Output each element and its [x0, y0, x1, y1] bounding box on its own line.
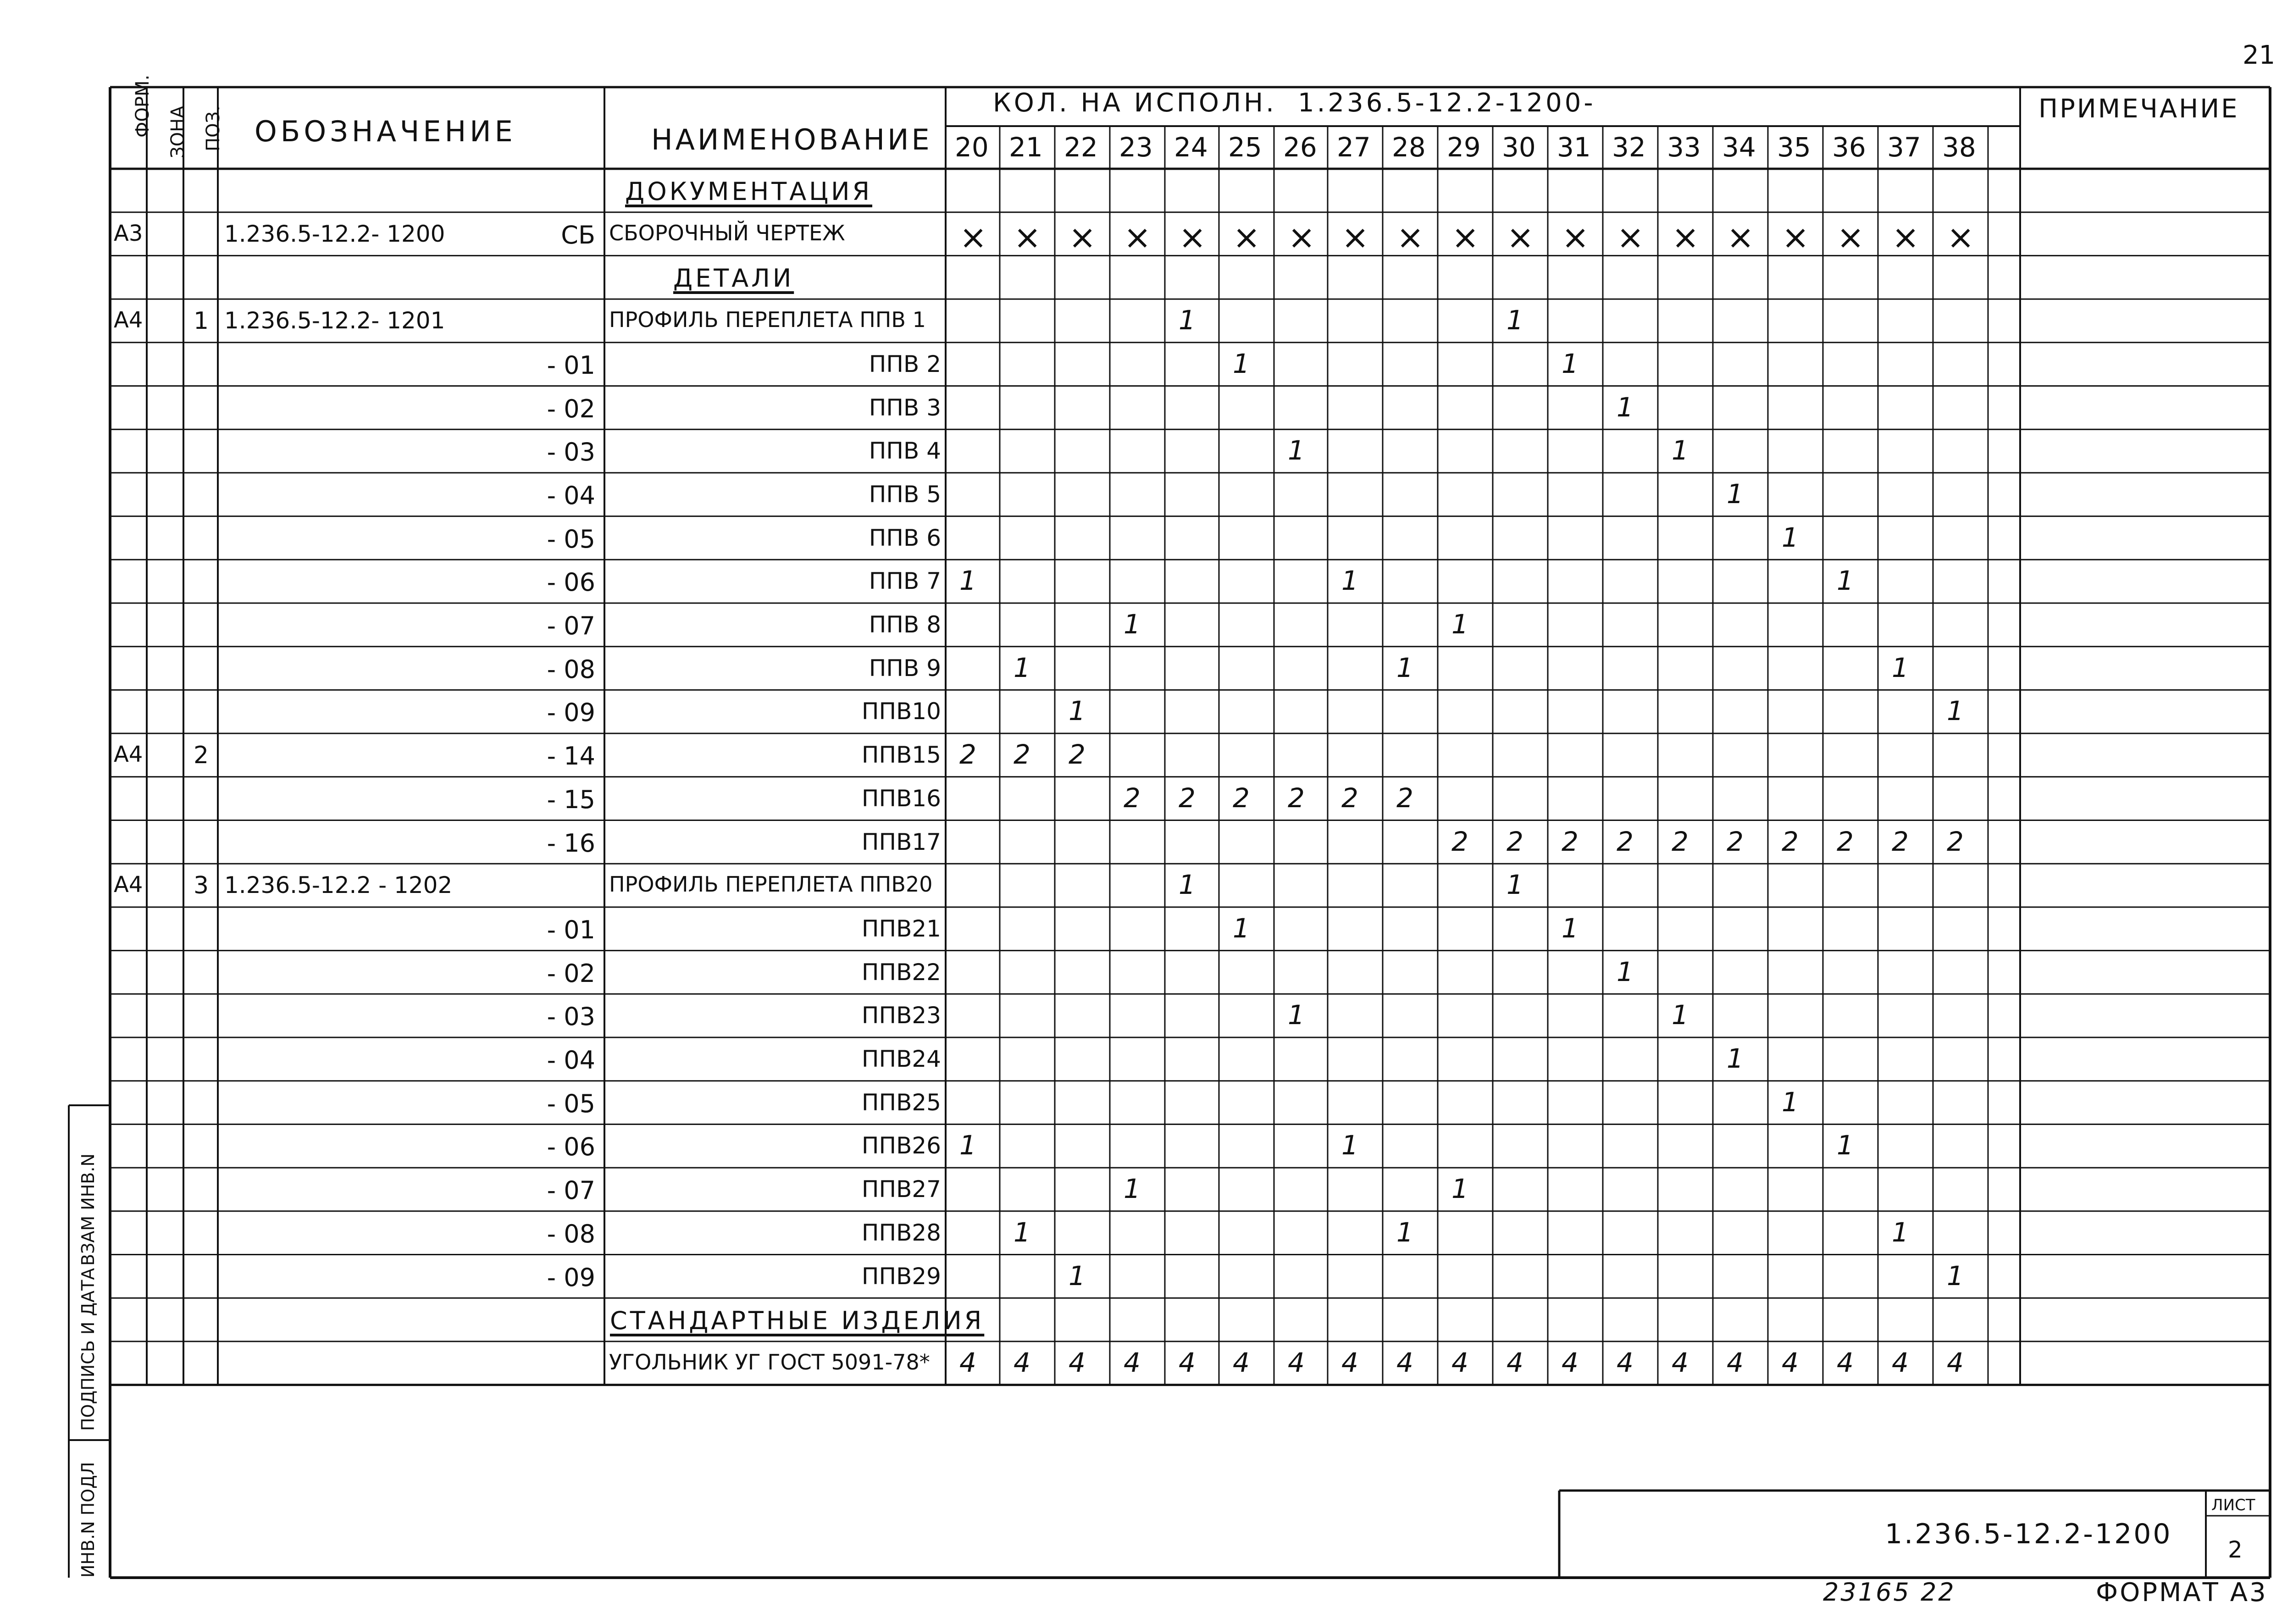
- qty-value: 4: [1507, 1347, 1523, 1378]
- qty-cross-mark: ×: [1179, 217, 1207, 256]
- column-number: 30: [1502, 132, 1536, 163]
- qty-value: 2: [1451, 826, 1468, 857]
- qty-value: 1: [1288, 435, 1305, 466]
- cell-pos: 1: [194, 307, 209, 335]
- cell-form: А4: [114, 872, 143, 898]
- cell-form: А4: [114, 307, 143, 333]
- qty-value: 4: [1617, 1347, 1634, 1378]
- cell-pos: 3: [194, 872, 209, 900]
- qty-value: 4: [1947, 1347, 1964, 1378]
- qty-value: 1: [1179, 305, 1196, 336]
- column-number: 28: [1392, 132, 1426, 163]
- qty-cross-mark: ×: [1396, 217, 1424, 256]
- qty-cross-mark: ×: [1892, 217, 1920, 256]
- qty-cross-mark: ×: [1562, 217, 1590, 256]
- column-number: 34: [1722, 132, 1756, 163]
- qty-cross-mark: ×: [959, 217, 987, 256]
- qty-value: 1: [1014, 1216, 1030, 1248]
- header-zone: ЗОНА: [167, 105, 188, 158]
- qty-value: 1: [959, 1130, 976, 1161]
- cell-designation: 1.236.5-12.2- 1201: [224, 307, 445, 334]
- cell-name: ППВ26: [861, 1132, 941, 1159]
- column-number: 21: [1009, 132, 1043, 163]
- cell-designation-suffix: - 08: [547, 654, 595, 684]
- header-qty-title: КОЛ. НА ИСПОЛН.: [993, 88, 1277, 118]
- column-number: 32: [1612, 132, 1646, 163]
- qty-value: 1: [1672, 435, 1689, 466]
- column-number: 31: [1557, 132, 1591, 163]
- cell-name: ППВ28: [861, 1219, 941, 1246]
- cell-designation-suffix: - 07: [547, 1176, 595, 1205]
- cell-form: А4: [114, 742, 143, 768]
- cell-designation-suffix: - 09: [547, 698, 595, 727]
- qty-value: 1: [1451, 1173, 1468, 1205]
- qty-value: 4: [1014, 1347, 1030, 1378]
- qty-value: 2: [1507, 826, 1523, 857]
- qty-value: 2: [1341, 782, 1358, 814]
- cell-designation-suffix: - 03: [547, 438, 595, 467]
- column-number: 37: [1887, 132, 1921, 163]
- column-number: 38: [1942, 132, 1976, 163]
- cell-designation-suffix: - 09: [547, 1263, 595, 1292]
- cell-name: ППВ29: [861, 1263, 941, 1290]
- qty-value: 2: [1892, 826, 1909, 857]
- qty-value: 4: [1233, 1347, 1250, 1378]
- qty-cross-mark: ×: [1617, 217, 1645, 256]
- cell-designation-suffix: - 01: [547, 350, 595, 380]
- column-number: 25: [1228, 132, 1262, 163]
- qty-value: 1: [1233, 912, 1250, 944]
- cell-name: ПРОФИЛЬ ПЕРЕПЛЕТА ППВ20: [609, 872, 933, 897]
- qty-value: 1: [1233, 348, 1250, 379]
- cell-designation-suffix: - 14: [547, 742, 595, 771]
- cell-form: А3: [114, 220, 143, 246]
- title-block-sheet-label: ЛИСТ: [2211, 1496, 2255, 1514]
- cell-name: ППВ21: [861, 915, 941, 942]
- column-number: 36: [1832, 132, 1866, 163]
- qty-value: 2: [1396, 782, 1413, 814]
- cell-designation-suffix: - 07: [547, 611, 595, 640]
- qty-value: 4: [1341, 1347, 1358, 1378]
- header-designation: ОБОЗНАЧЕНИЕ: [255, 115, 516, 148]
- qty-value: 4: [1451, 1347, 1468, 1378]
- column-number: 29: [1447, 132, 1481, 163]
- qty-value: 1: [1892, 652, 1909, 683]
- qty-value: 4: [1727, 1347, 1744, 1378]
- qty-value: 2: [1014, 739, 1030, 770]
- cell-name: ППВ 4: [869, 438, 941, 465]
- qty-value: 1: [1451, 609, 1468, 640]
- page-number: 21: [2243, 40, 2276, 70]
- archive-number: 23165 22: [1823, 1578, 1956, 1607]
- stamp-vzam-inv: ВЗАМ ИНВ.N: [78, 1153, 98, 1266]
- qty-value: 1: [1341, 1130, 1358, 1161]
- qty-value: 1: [1124, 609, 1141, 640]
- qty-value: 2: [1069, 739, 1086, 770]
- qty-cross-mark: ×: [1507, 217, 1534, 256]
- qty-cross-mark: ×: [1947, 217, 1975, 256]
- cell-designation-suffix: - 01: [547, 915, 595, 944]
- qty-value: 2: [1672, 826, 1689, 857]
- format-label: ФОРМАТ А3: [2096, 1578, 2268, 1607]
- header-note: ПРИМЕЧАНИЕ: [2038, 94, 2239, 124]
- cell-designation-suffix: СБ: [561, 220, 595, 249]
- qty-value: 1: [1396, 1216, 1413, 1248]
- header-name: НАИМЕНОВАНИЕ: [651, 123, 932, 156]
- qty-value: 1: [1507, 869, 1523, 901]
- qty-value: 4: [1892, 1347, 1909, 1378]
- qty-cross-mark: ×: [1341, 217, 1369, 256]
- qty-value: 1: [1069, 1260, 1086, 1291]
- qty-value: 4: [1396, 1347, 1413, 1378]
- header-form: ФОРМ.: [132, 74, 153, 138]
- qty-cross-mark: ×: [1727, 217, 1755, 256]
- cell-name: ППВ17: [861, 828, 941, 855]
- qty-value: 4: [1288, 1347, 1305, 1378]
- cell-designation-suffix: - 03: [547, 1002, 595, 1031]
- qty-cross-mark: ×: [1233, 217, 1261, 256]
- cell-name: ППВ 8: [869, 611, 941, 638]
- stamp-sign-date: ПОДПИСЬ И ДАТА: [78, 1268, 98, 1431]
- qty-value: 1: [1396, 652, 1413, 683]
- qty-value: 1: [1727, 1043, 1744, 1074]
- cell-pos: 2: [194, 742, 209, 770]
- cell-name: ППВ 5: [869, 481, 941, 508]
- qty-value: 2: [1837, 826, 1854, 857]
- title-block-sheet-number: 2: [2228, 1536, 2243, 1563]
- cell-designation-suffix: - 02: [547, 394, 595, 423]
- qty-value: 1: [1562, 348, 1579, 379]
- cell-name: ППВ15: [861, 742, 941, 769]
- cell-designation-suffix: - 06: [547, 1132, 595, 1162]
- qty-value: 1: [1507, 305, 1523, 336]
- column-number: 24: [1174, 132, 1208, 163]
- qty-cross-mark: ×: [1014, 217, 1041, 256]
- qty-value: 1: [1617, 956, 1634, 987]
- qty-value: 2: [1562, 826, 1579, 857]
- cell-name: ППВ 2: [869, 350, 941, 377]
- qty-value: 4: [1069, 1347, 1086, 1378]
- qty-value: 4: [1124, 1347, 1141, 1378]
- cell-name: ППВ10: [861, 698, 941, 725]
- qty-value: 1: [1288, 999, 1305, 1031]
- cell-name: ППВ 9: [869, 654, 941, 682]
- qty-value: 2: [1727, 826, 1744, 857]
- qty-value: 1: [1069, 695, 1086, 727]
- header-pos: ПОЗ.: [203, 105, 224, 151]
- cell-name: ППВ 3: [869, 394, 941, 421]
- qty-cross-mark: ×: [1672, 217, 1700, 256]
- qty-value: 2: [1947, 826, 1964, 857]
- qty-value: 2: [1179, 782, 1196, 814]
- qty-value: 4: [1782, 1347, 1799, 1378]
- qty-value: 1: [1892, 1216, 1909, 1248]
- column-number: 20: [955, 132, 989, 163]
- qty-value: 1: [959, 565, 976, 597]
- qty-value: 1: [1341, 565, 1358, 597]
- stamp-inv-podl: ИНВ.N ПОДЛ: [78, 1462, 98, 1578]
- cell-name: ППВ 7: [869, 568, 941, 595]
- qty-value: 4: [1179, 1347, 1196, 1378]
- cell-name: ППВ27: [861, 1176, 941, 1203]
- qty-value: 1: [1837, 565, 1854, 597]
- cell-designation-suffix: - 04: [547, 481, 595, 510]
- section-heading: СТАНДАРТНЫЕ ИЗДЕЛИЯ: [610, 1306, 985, 1336]
- qty-value: 1: [1947, 695, 1964, 727]
- header-qty-code: 1.236.5-12.2-1200-: [1298, 88, 1596, 118]
- cell-designation: 1.236.5-12.2 - 1202: [224, 872, 453, 899]
- cell-name: ППВ22: [861, 959, 941, 986]
- qty-value: 1: [1124, 1173, 1141, 1205]
- qty-value: 2: [1124, 782, 1141, 814]
- qty-cross-mark: ×: [1124, 217, 1152, 256]
- qty-cross-mark: ×: [1451, 217, 1479, 256]
- qty-value: 4: [1837, 1347, 1854, 1378]
- qty-value: 2: [1617, 826, 1634, 857]
- column-number: 27: [1337, 132, 1371, 163]
- column-number: 22: [1064, 132, 1098, 163]
- qty-value: 4: [959, 1347, 976, 1378]
- qty-value: 4: [1672, 1347, 1689, 1378]
- section-heading: ДОКУМЕНТАЦИЯ: [625, 177, 873, 206]
- title-block-code: 1.236.5-12.2-1200: [1885, 1518, 2172, 1550]
- cell-designation-suffix: - 06: [547, 568, 595, 597]
- cell-designation-suffix: - 05: [547, 1089, 595, 1118]
- section-heading: ДЕТАЛИ: [673, 264, 794, 293]
- cell-designation-suffix: - 05: [547, 524, 595, 554]
- qty-value: 2: [1782, 826, 1799, 857]
- qty-value: 2: [959, 739, 976, 770]
- qty-cross-mark: ×: [1782, 217, 1810, 256]
- cell-designation-suffix: - 16: [547, 828, 595, 858]
- cell-name: ППВ16: [861, 785, 941, 812]
- cell-name: УГОЛЬНИК УГ ГОСТ 5091-78*: [609, 1349, 930, 1375]
- cell-name: ППВ23: [861, 1002, 941, 1029]
- qty-value: 1: [1562, 912, 1579, 944]
- qty-value: 1: [1837, 1130, 1854, 1161]
- cell-designation-suffix: - 02: [547, 959, 595, 988]
- cell-name: ППВ25: [861, 1089, 941, 1116]
- qty-value: 1: [1014, 652, 1030, 683]
- column-number: 35: [1777, 132, 1811, 163]
- qty-cross-mark: ×: [1288, 217, 1316, 256]
- cell-name: ППВ24: [861, 1046, 941, 1072]
- cell-designation-suffix: - 15: [547, 785, 595, 814]
- column-number: 33: [1667, 132, 1701, 163]
- column-number: 26: [1283, 132, 1317, 163]
- qty-value: 1: [1179, 869, 1196, 901]
- qty-value: 1: [1617, 391, 1634, 423]
- cell-name: СБОРОЧНЫЙ ЧЕРТЕЖ: [609, 220, 845, 245]
- qty-cross-mark: ×: [1069, 217, 1097, 256]
- qty-value: 2: [1233, 782, 1250, 814]
- column-number: 23: [1119, 132, 1153, 163]
- qty-value: 1: [1727, 478, 1744, 510]
- cell-name: ПРОФИЛЬ ПЕРЕПЛЕТА ППВ 1: [609, 307, 926, 333]
- qty-value: 1: [1782, 1086, 1799, 1118]
- qty-value: 1: [1947, 1260, 1964, 1291]
- cell-designation: 1.236.5-12.2- 1200: [224, 220, 445, 247]
- cell-name: ППВ 6: [869, 524, 941, 551]
- cell-designation-suffix: - 04: [547, 1046, 595, 1075]
- qty-value: 4: [1562, 1347, 1579, 1378]
- cell-designation-suffix: - 08: [547, 1219, 595, 1248]
- qty-value: 1: [1782, 521, 1799, 553]
- qty-value: 1: [1672, 999, 1689, 1031]
- qty-cross-mark: ×: [1837, 217, 1865, 256]
- qty-value: 2: [1288, 782, 1305, 814]
